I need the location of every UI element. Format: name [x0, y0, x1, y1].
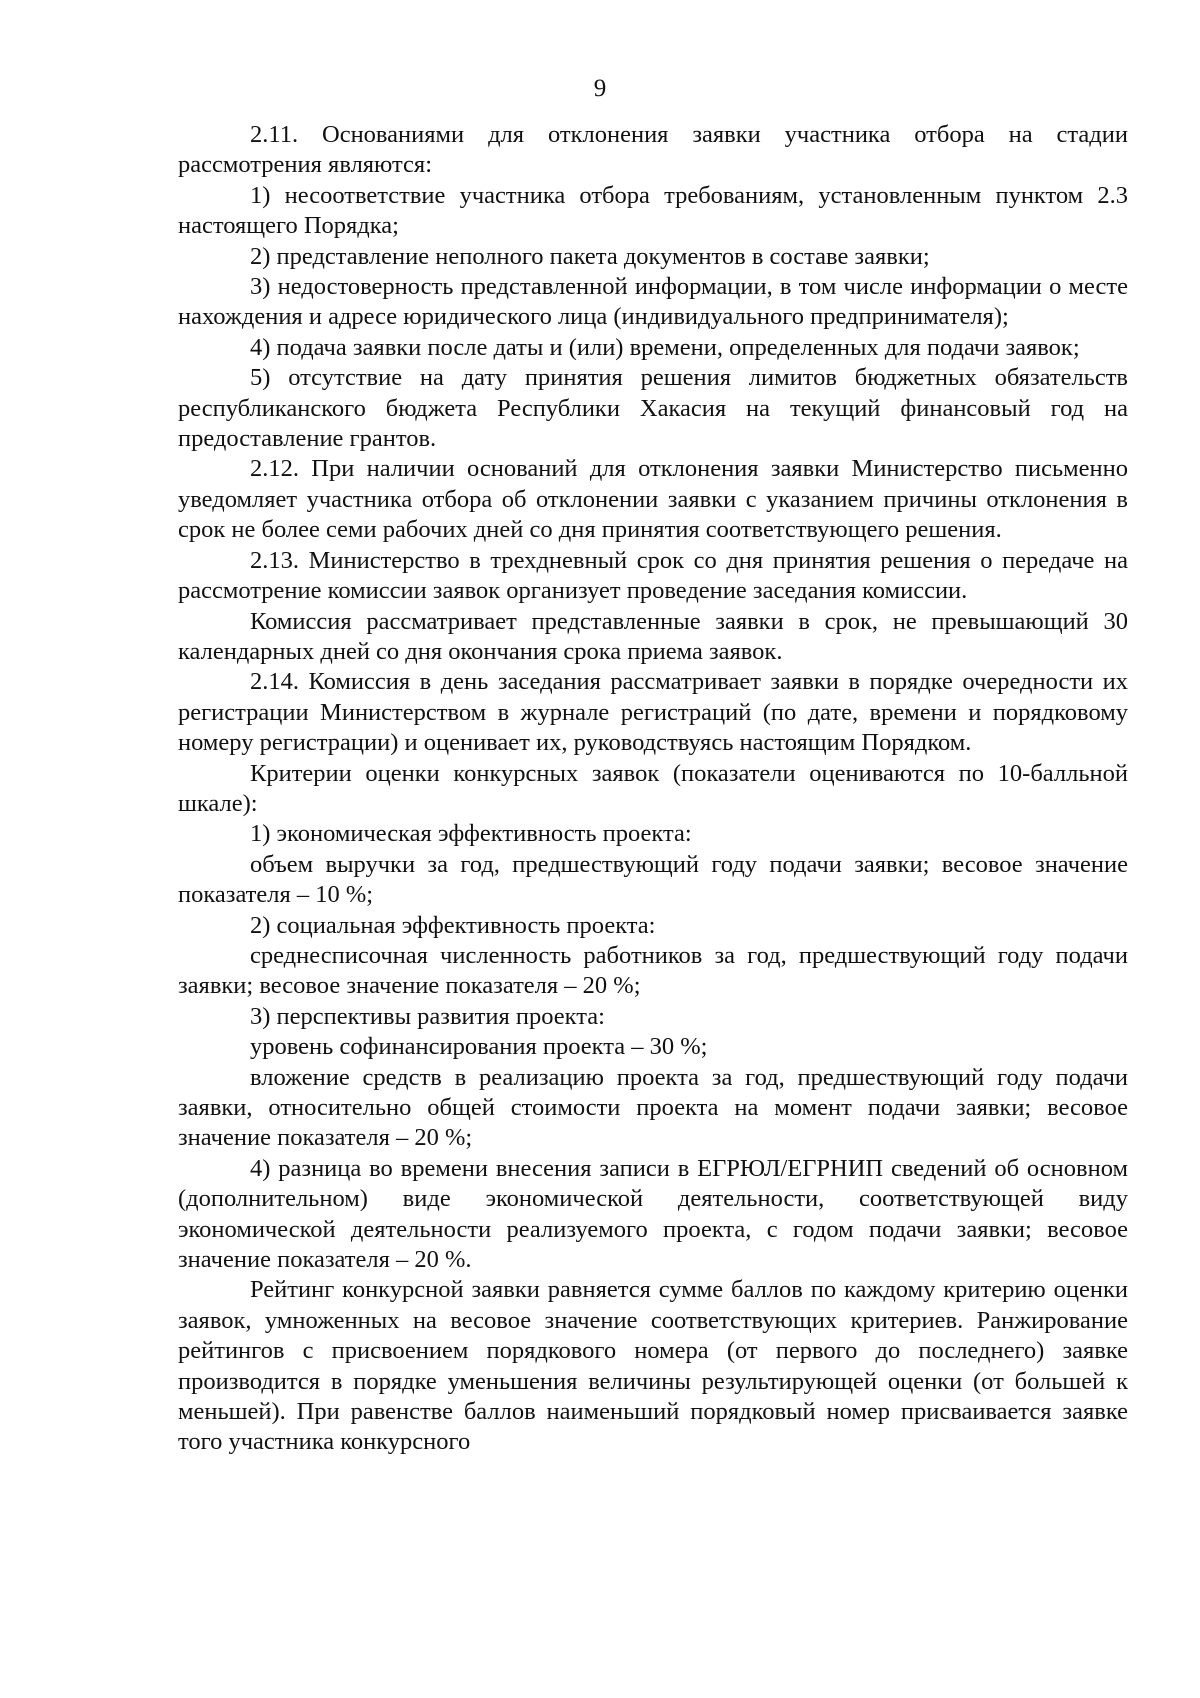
paragraph-rating: Рейтинг конкурсной заявки равняется сумме баллов по каждому критерию оценки заявок, умноженных на весовое значение соответствующих критериев. Ранжирование рейтингов с присвоением порядкового номера (от первого до последнего) заявке производится в порядке уменьшения величины результирующей оценки (от большей к меньшей). При равенстве баллов наименьший порядковый номер присваивается заявке того участника конкурсного: [178, 1276, 1128, 1456]
list-item-3: 3) недостоверность представленной информации, в том числе информации о месте нахождения и адресе юридического лица (индивидуального предпринимателя);: [178, 273, 1128, 331]
criterion-1-indicator: объем выручки за год, предшествующий году подачи заявки; весовое значение показателя – 10 %;: [178, 850, 1128, 909]
paragraph-criteria-intro: Критерии оценки конкурсных заявок (показатели оцениваются по 10-балльной шкале):: [178, 759, 1128, 817]
criterion-4: 4) разница во времени внесения записи в ЕГРЮЛ/ЕГРНИП сведений об основном (дополнительном) виде экономической деятельности, соответствующей виду экономической деятельности реализуемого проекта, с годом подачи заявки; весовое значение показателя – 20 %.: [178, 1154, 1128, 1274]
criterion-1-title: 1) экономическая эффективность проекта:: [250, 820, 692, 848]
list-item-4: 4) подача заявки после даты и (или) времени, определенных для подачи заявок;: [250, 333, 1080, 361]
paragraph-2-11: 2.11. Основаниями для отклонения заявки участника отбора на стадии рассмотрения являются:: [178, 121, 1128, 179]
document-body: [178, 120, 1128, 1458]
paragraph-2-13: 2.13. Министерство в трехдневный срок со дня принятия решения о передаче на рассмотрение комиссии заявок организует проведение заседания комиссии.: [178, 546, 1128, 605]
paragraph-commission-term: Комиссия рассматривает представленные заявки в срок, не превышающий 30 календарных дней со дня окончания срока приема заявок.: [178, 607, 1128, 665]
list-item-2: 2) представление неполного пакета документов в составе заявки;: [250, 242, 930, 270]
list-item-1: 1) несоответствие участника отбора требованиям, установленным пунктом 2.3 настоящего Порядка;: [178, 181, 1128, 240]
page-number: 9: [593, 75, 607, 102]
paragraph-2-14: 2.14. Комиссия в день заседания рассматривает заявки в порядке очередности их регистрации Министерством в журнале регистраций (по дате, времени и порядковому номеру регистрации) и оценивает их, руководствуясь настоящим Порядком.: [178, 668, 1128, 757]
criterion-3-title: 3) перспективы развития проекта:: [250, 1002, 605, 1030]
criterion-3-indicator-a: уровень софинансирования проекта – 30 %;: [250, 1033, 708, 1061]
criterion-2-indicator: среднесписочная численность работников за год, предшествующий году подачи заявки; весовое значение показателя – 20 %;: [178, 941, 1128, 1000]
criterion-2-title: 2) социальная эффективность проекта:: [250, 911, 656, 939]
paragraph-2-12: 2.12. При наличии оснований для отклонения заявки Министерство письменно уведомляет участника отбора об отклонении заявки с указанием причины отклонения в срок не более семи рабочих дней со дня принятия соответствующего решения.: [178, 455, 1128, 544]
criterion-3-indicator-b: вложение средств в реализацию проекта за год, предшествующий году подачи заявки, относительно общей стоимости проекта на момент подачи заявки; весовое значение показателя – 20 %;: [178, 1063, 1128, 1152]
list-item-5: 5) отсутствие на дату принятия решения лимитов бюджетных обязательств республиканского бюджета Республики Хакасия на текущий финансовый год на предоставление грантов.: [178, 364, 1128, 453]
